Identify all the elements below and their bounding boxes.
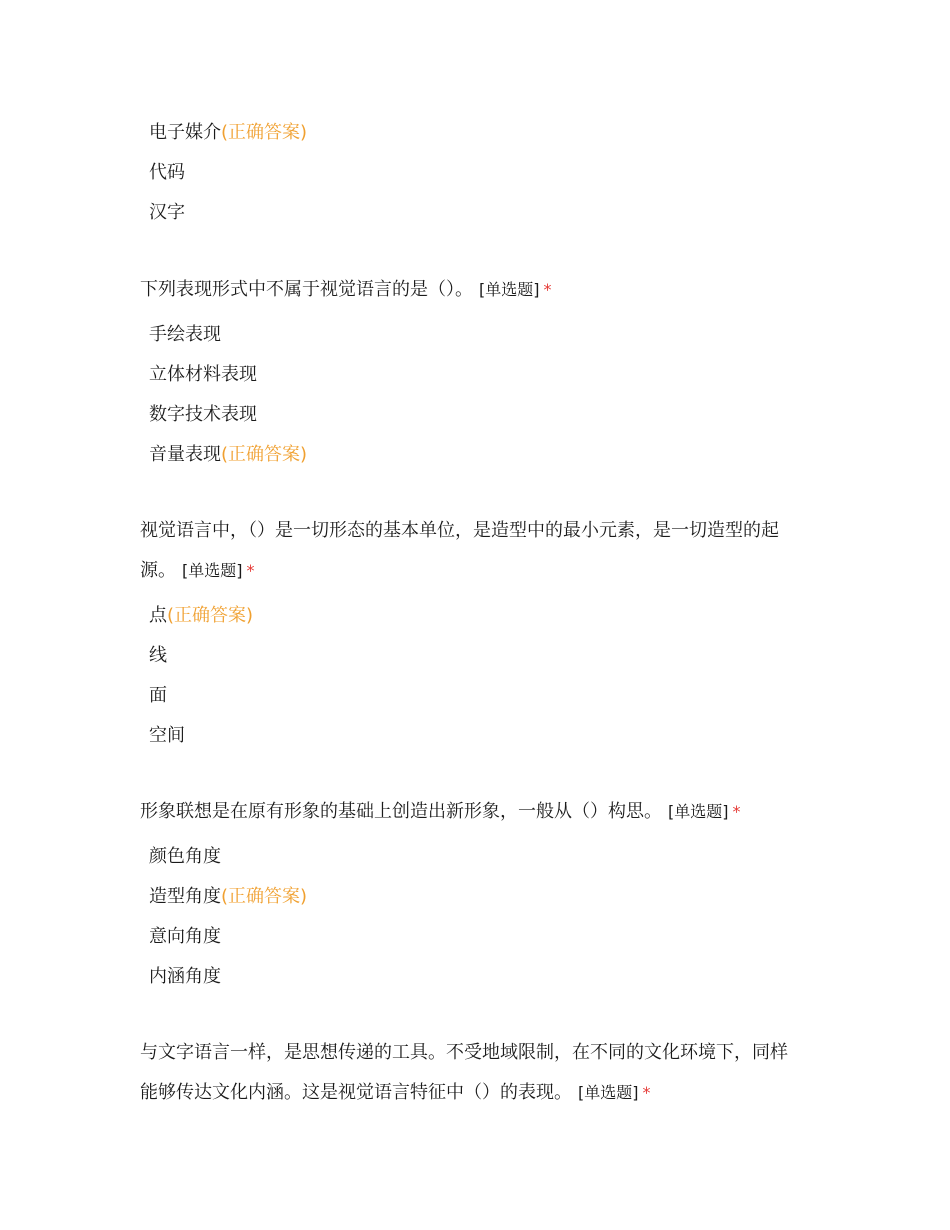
question-type-tag: [单选题]: [479, 280, 540, 299]
question-block-4: [140, 792, 830, 997]
correct-answer-label: (正确答案): [221, 444, 308, 465]
option-text: 颜色角度: [149, 846, 221, 867]
option-list: [140, 837, 830, 997]
option-text: 意向角度: [149, 926, 221, 947]
question-block-2: [140, 270, 830, 475]
correct-answer-label: (正确答案): [167, 605, 254, 626]
question-title: [140, 511, 830, 591]
option-text: 音量表现: [149, 444, 221, 465]
option-text: 手绘表现: [149, 324, 221, 345]
option-text: 内涵角度: [149, 966, 221, 987]
option-item: [140, 113, 830, 153]
question-block-5: [140, 1033, 830, 1113]
option-text: 汉字: [149, 202, 185, 223]
correct-answer-label: (正确答案): [221, 886, 308, 907]
question-text: 下列表现形式中不属于视觉语言的是（）。: [140, 279, 473, 300]
option-item: [140, 315, 830, 355]
question-title: [140, 792, 830, 832]
option-text: 数字技术表现: [149, 404, 257, 425]
question-title: [140, 1033, 830, 1113]
option-text: 点: [149, 605, 167, 626]
option-list: [140, 596, 830, 756]
option-item: [140, 355, 830, 395]
option-text: 线: [149, 645, 167, 666]
question-type-tag: [单选题]: [668, 802, 729, 821]
question-title: [140, 270, 830, 310]
option-item: [140, 716, 830, 756]
option-item: [140, 877, 830, 917]
option-item: [140, 395, 830, 435]
question-text-line1: 与文字语言一样，是思想传递的工具。不受地域限制，在不同的文化环境下，同样: [140, 1042, 788, 1063]
option-item: [140, 193, 830, 233]
question-block-3: [140, 511, 830, 756]
option-item: [140, 636, 830, 676]
option-item: [140, 676, 830, 716]
option-list: [140, 315, 830, 475]
option-item: [140, 957, 830, 997]
option-text: 立体材料表现: [149, 364, 257, 385]
option-item: [140, 917, 830, 957]
required-marker: *: [732, 802, 741, 821]
required-marker: *: [642, 1083, 651, 1102]
question-type-tag: [单选题]: [182, 561, 243, 580]
option-text: 空间: [149, 725, 185, 746]
question-text-line2: 能够传达文化内涵。这是视觉语言特征中（）的表现。: [140, 1082, 572, 1103]
question-block-1: [140, 113, 830, 233]
option-item: [140, 596, 830, 636]
question-text-line2: 源。: [140, 560, 176, 581]
option-text: 电子媒介: [149, 122, 221, 143]
option-item: [140, 153, 830, 193]
option-text: 造型角度: [149, 886, 221, 907]
required-marker: *: [246, 561, 255, 580]
required-marker: *: [543, 280, 552, 299]
option-item: [140, 837, 830, 877]
correct-answer-label: (正确答案): [221, 122, 308, 143]
option-item: [140, 435, 830, 475]
option-text: 代码: [149, 162, 185, 183]
question-text-line1: 视觉语言中，（）是一切形态的基本单位，是造型中的最小元素，是一切造型的起: [140, 520, 779, 541]
question-text: 形象联想是在原有形象的基础上创造出新形象，一般从（）构思。: [140, 801, 662, 822]
option-list: [140, 113, 830, 233]
option-text: 面: [149, 685, 167, 706]
question-type-tag: [单选题]: [578, 1083, 639, 1102]
